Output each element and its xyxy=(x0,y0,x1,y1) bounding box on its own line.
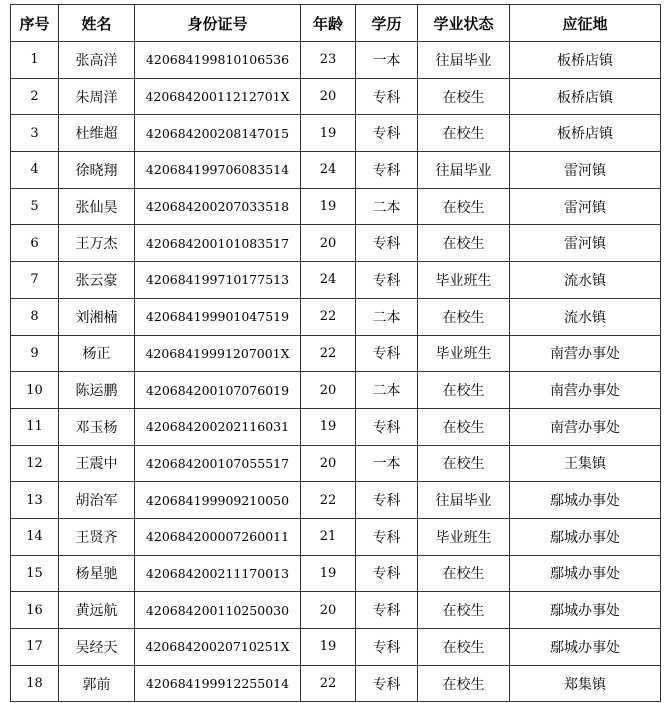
cell-seq: 13 xyxy=(11,482,59,519)
table-row xyxy=(11,42,661,79)
cell-education: 一本 xyxy=(356,42,418,79)
cell-enlist-place: 鄢城办事处 xyxy=(510,629,661,666)
cell-name: 徐晓翔 xyxy=(59,152,135,189)
cell-enlist-place: 雷河镇 xyxy=(510,188,661,225)
cell-name: 杨正 xyxy=(59,335,135,372)
cell-id-number: 420684199706083514 xyxy=(135,152,301,189)
table-row xyxy=(11,555,661,592)
table-row xyxy=(11,408,661,445)
cell-education: 专科 xyxy=(356,518,418,555)
cell-age: 20 xyxy=(301,445,356,482)
cell-enlist-place: 流水镇 xyxy=(510,298,661,335)
cell-study-status: 在校生 xyxy=(418,188,510,225)
cell-seq: 2 xyxy=(11,78,59,115)
table-row xyxy=(11,188,661,225)
cell-name: 胡治军 xyxy=(59,482,135,519)
cell-education: 二本 xyxy=(356,298,418,335)
cell-education: 专科 xyxy=(356,629,418,666)
cell-name: 王震中 xyxy=(59,445,135,482)
cell-enlist-place: 郑集镇 xyxy=(510,665,661,702)
cell-id-number: 420684200101083517 xyxy=(135,225,301,262)
cell-age: 24 xyxy=(301,262,356,299)
cell-seq: 18 xyxy=(11,665,59,702)
cell-seq: 10 xyxy=(11,372,59,409)
cell-name: 张仙昊 xyxy=(59,188,135,225)
cell-id-number: 420684200107076019 xyxy=(135,372,301,409)
cell-study-status: 在校生 xyxy=(418,298,510,335)
cell-id-number: 420684199710177513 xyxy=(135,262,301,299)
cell-education: 专科 xyxy=(356,225,418,262)
cell-education: 专科 xyxy=(356,262,418,299)
cell-enlist-place: 板桥店镇 xyxy=(510,115,661,152)
cell-age: 22 xyxy=(301,482,356,519)
table-header-row xyxy=(11,5,661,42)
header-study-status: 学业状态 xyxy=(418,5,510,42)
cell-name: 张云豪 xyxy=(59,262,135,299)
table-row xyxy=(11,225,661,262)
table-row xyxy=(11,518,661,555)
cell-study-status: 往届毕业 xyxy=(418,152,510,189)
cell-study-status: 在校生 xyxy=(418,225,510,262)
cell-seq: 5 xyxy=(11,188,59,225)
cell-study-status: 在校生 xyxy=(418,408,510,445)
cell-seq: 3 xyxy=(11,115,59,152)
cell-seq: 14 xyxy=(11,518,59,555)
cell-age: 19 xyxy=(301,408,356,445)
cell-enlist-place: 南营办事处 xyxy=(510,335,661,372)
cell-enlist-place: 板桥店镇 xyxy=(510,78,661,115)
cell-id-number: 420684200202116031 xyxy=(135,408,301,445)
table-row xyxy=(11,78,661,115)
cell-age: 24 xyxy=(301,152,356,189)
cell-name: 吴经天 xyxy=(59,629,135,666)
cell-study-status: 往届毕业 xyxy=(418,482,510,519)
table-row xyxy=(11,629,661,666)
table-row xyxy=(11,115,661,152)
cell-name: 杨星驰 xyxy=(59,555,135,592)
table-body xyxy=(11,42,661,702)
cell-seq: 9 xyxy=(11,335,59,372)
cell-education: 一本 xyxy=(356,445,418,482)
cell-seq: 6 xyxy=(11,225,59,262)
table-row xyxy=(11,262,661,299)
cell-name: 王贤齐 xyxy=(59,518,135,555)
cell-enlist-place: 鄢城办事处 xyxy=(510,592,661,629)
cell-name: 朱周洋 xyxy=(59,78,135,115)
cell-enlist-place: 流水镇 xyxy=(510,262,661,299)
cell-seq: 12 xyxy=(11,445,59,482)
cell-education: 专科 xyxy=(356,665,418,702)
cell-age: 22 xyxy=(301,298,356,335)
cell-enlist-place: 雷河镇 xyxy=(510,225,661,262)
cell-enlist-place: 王集镇 xyxy=(510,445,661,482)
cell-id-number: 420684200007260011 xyxy=(135,518,301,555)
cell-study-status: 在校生 xyxy=(418,665,510,702)
cell-education: 二本 xyxy=(356,188,418,225)
cell-enlist-place: 南营办事处 xyxy=(510,408,661,445)
cell-seq: 16 xyxy=(11,592,59,629)
cell-enlist-place: 南营办事处 xyxy=(510,372,661,409)
cell-id-number: 42068419991207001X xyxy=(135,335,301,372)
cell-education: 专科 xyxy=(356,555,418,592)
cell-education: 专科 xyxy=(356,592,418,629)
cell-enlist-place: 板桥店镇 xyxy=(510,42,661,79)
cell-seq: 4 xyxy=(11,152,59,189)
table-row xyxy=(11,372,661,409)
cell-education: 专科 xyxy=(356,335,418,372)
header-education: 学历 xyxy=(356,5,418,42)
cell-age: 20 xyxy=(301,372,356,409)
cell-seq: 7 xyxy=(11,262,59,299)
cell-education: 二本 xyxy=(356,372,418,409)
table-row xyxy=(11,335,661,372)
table-row xyxy=(11,298,661,335)
cell-enlist-place: 鄢城办事处 xyxy=(510,482,661,519)
header-seq: 序号 xyxy=(11,5,59,42)
cell-seq: 15 xyxy=(11,555,59,592)
cell-study-status: 在校生 xyxy=(418,592,510,629)
cell-enlist-place: 鄢城办事处 xyxy=(510,555,661,592)
cell-study-status: 在校生 xyxy=(418,445,510,482)
cell-name: 刘湘楠 xyxy=(59,298,135,335)
cell-education: 专科 xyxy=(356,482,418,519)
cell-study-status: 毕业班生 xyxy=(418,335,510,372)
cell-id-number: 420684199912255014 xyxy=(135,665,301,702)
cell-name: 郭前 xyxy=(59,665,135,702)
cell-study-status: 在校生 xyxy=(418,115,510,152)
cell-education: 专科 xyxy=(356,408,418,445)
cell-age: 20 xyxy=(301,78,356,115)
cell-study-status: 往届毕业 xyxy=(418,42,510,79)
cell-seq: 11 xyxy=(11,408,59,445)
cell-name: 黄远航 xyxy=(59,592,135,629)
table-row xyxy=(11,152,661,189)
header-enlist-place: 应征地 xyxy=(510,5,661,42)
cell-education: 专科 xyxy=(356,152,418,189)
table-row xyxy=(11,592,661,629)
cell-study-status: 在校生 xyxy=(418,372,510,409)
cell-name: 陈运鹏 xyxy=(59,372,135,409)
cell-id-number: 420684199901047519 xyxy=(135,298,301,335)
cell-study-status: 毕业班生 xyxy=(418,262,510,299)
cell-id-number: 42068420011212701X xyxy=(135,78,301,115)
cell-enlist-place: 鄢城办事处 xyxy=(510,518,661,555)
cell-name: 邓玉杨 xyxy=(59,408,135,445)
cell-age: 20 xyxy=(301,592,356,629)
cell-age: 19 xyxy=(301,188,356,225)
recruit-table-container xyxy=(10,4,660,702)
cell-name: 王万杰 xyxy=(59,225,135,262)
header-id-number: 身份证号 xyxy=(135,5,301,42)
table-row xyxy=(11,482,661,519)
cell-id-number: 420684199810106536 xyxy=(135,42,301,79)
cell-name: 张高洋 xyxy=(59,42,135,79)
cell-id-number: 420684199909210050 xyxy=(135,482,301,519)
cell-age: 21 xyxy=(301,518,356,555)
cell-age: 20 xyxy=(301,225,356,262)
cell-study-status: 在校生 xyxy=(418,555,510,592)
header-name: 姓名 xyxy=(59,5,135,42)
cell-id-number: 420684200211170013 xyxy=(135,555,301,592)
cell-enlist-place: 雷河镇 xyxy=(510,152,661,189)
cell-name: 杜维超 xyxy=(59,115,135,152)
cell-age: 19 xyxy=(301,555,356,592)
cell-study-status: 在校生 xyxy=(418,629,510,666)
cell-age: 22 xyxy=(301,335,356,372)
cell-education: 专科 xyxy=(356,78,418,115)
cell-id-number: 420684200110250030 xyxy=(135,592,301,629)
cell-age: 23 xyxy=(301,42,356,79)
cell-id-number: 420684200107055517 xyxy=(135,445,301,482)
cell-id-number: 420684200207033518 xyxy=(135,188,301,225)
cell-study-status: 在校生 xyxy=(418,78,510,115)
header-age: 年龄 xyxy=(301,5,356,42)
table-row xyxy=(11,445,661,482)
cell-seq: 1 xyxy=(11,42,59,79)
recruit-table xyxy=(10,4,661,702)
cell-id-number: 42068420020710251X xyxy=(135,629,301,666)
cell-age: 22 xyxy=(301,665,356,702)
cell-age: 19 xyxy=(301,629,356,666)
cell-study-status: 毕业班生 xyxy=(418,518,510,555)
cell-id-number: 420684200208147015 xyxy=(135,115,301,152)
table-row xyxy=(11,665,661,702)
cell-seq: 8 xyxy=(11,298,59,335)
cell-age: 19 xyxy=(301,115,356,152)
cell-seq: 17 xyxy=(11,629,59,666)
cell-education: 专科 xyxy=(356,115,418,152)
